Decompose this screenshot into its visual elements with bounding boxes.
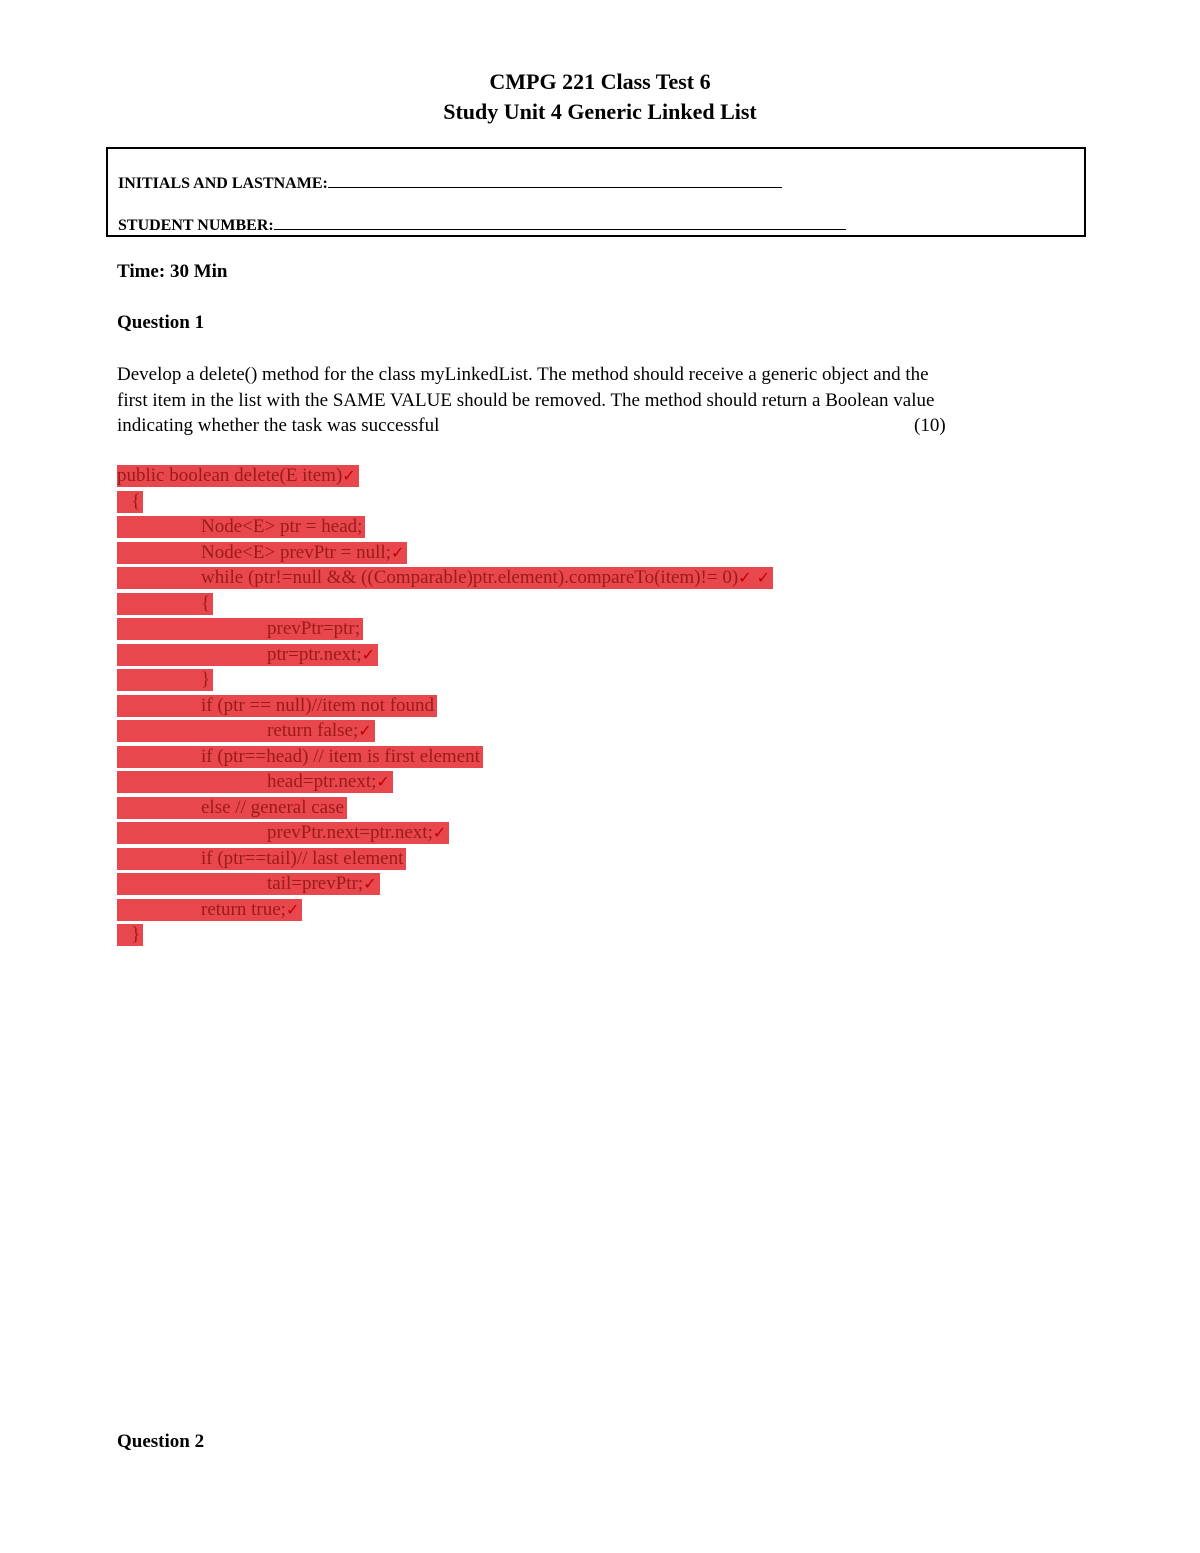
code-line <box>117 566 773 592</box>
highlighted-code <box>117 593 213 615</box>
code-text: prevPtr.next=ptr.next; <box>267 822 433 843</box>
name-label: INITIALS AND LASTNAME: <box>118 175 328 192</box>
highlighted-code <box>117 720 375 742</box>
highlighted-code <box>117 465 359 487</box>
code-line <box>117 847 773 873</box>
highlighted-code <box>117 567 773 589</box>
check-mark-icon: ✓ <box>376 772 390 791</box>
highlighted-code <box>117 618 363 640</box>
code-text: { <box>201 592 211 614</box>
code-line <box>117 923 773 949</box>
highlighted-code <box>117 695 437 717</box>
code-line <box>117 541 773 567</box>
highlighted-code <box>117 516 365 538</box>
check-mark-icon: ✓ <box>342 466 356 485</box>
highlighted-code <box>117 873 380 895</box>
question-1-line: Develop a delete() method for the class myLinkedList. The method should receive a generic object and the <box>117 364 929 385</box>
check-mark-icon: ✓ <box>358 721 372 740</box>
check-mark-icon: ✓ <box>285 899 300 919</box>
time-limit: Time: 30 Min <box>117 261 228 282</box>
code-line <box>117 745 773 771</box>
code-line <box>117 796 773 822</box>
answer-code-block <box>117 464 773 949</box>
check-mark-icon: ✓ <box>363 874 377 893</box>
code-line <box>117 770 773 796</box>
check-mark-icon: ✓ <box>361 644 376 664</box>
code-line <box>117 515 773 541</box>
code-text: } <box>117 924 141 945</box>
code-text: Node<E> ptr = head; <box>201 516 363 537</box>
code-text: { <box>117 490 141 512</box>
code-text: if (ptr == null)//item not found <box>201 694 435 716</box>
test-subtitle: Study Unit 4 Generic Linked List <box>443 99 757 124</box>
code-text: ptr=ptr.next; <box>267 643 362 665</box>
highlighted-code <box>117 746 483 768</box>
code-text: } <box>201 669 211 690</box>
highlighted-code <box>117 669 213 691</box>
code-text: return false; <box>267 720 359 741</box>
code-text: tail=prevPtr; <box>267 873 364 894</box>
check-mark-icon: ✓ <box>432 823 447 842</box>
question-1-heading: Question 1 <box>117 312 205 333</box>
highlighted-code <box>117 491 143 513</box>
code-text: if (ptr==head) // item is first element <box>201 745 480 767</box>
code-line <box>117 490 773 516</box>
code-text: head=ptr.next; <box>267 771 377 792</box>
highlighted-code <box>117 644 378 666</box>
student-number-field[interactable] <box>274 215 846 230</box>
question-2-heading: Question 2 <box>117 1431 205 1452</box>
code-text: Node<E> prevPtr = null; <box>201 541 391 563</box>
highlighted-code <box>117 542 407 564</box>
student-number-label: STUDENT NUMBER: <box>118 217 274 234</box>
code-line <box>117 821 773 847</box>
code-text: else // general case <box>201 796 344 818</box>
name-line <box>118 173 782 194</box>
highlighted-code <box>117 899 302 921</box>
code-line <box>117 898 773 924</box>
highlighted-code <box>117 797 347 819</box>
highlighted-code <box>117 822 449 844</box>
question-1-line: first item in the list with the SAME VALUE should be removed. The method should return a Boolean value <box>117 389 935 411</box>
code-line <box>117 668 773 694</box>
code-text: if (ptr==tail)// last element <box>201 847 404 869</box>
code-text: public boolean delete(E item) <box>117 465 343 486</box>
code-line <box>117 643 773 669</box>
code-line <box>117 694 773 720</box>
highlighted-code <box>117 848 406 870</box>
code-line <box>117 464 773 490</box>
highlighted-code <box>117 924 143 946</box>
code-line <box>117 872 773 898</box>
check-mark-icon: ✓ <box>390 542 405 562</box>
name-field[interactable] <box>328 173 782 188</box>
question-1-line: indicating whether the task was successful <box>117 415 440 436</box>
student-info-box <box>106 147 1086 237</box>
code-text: prevPtr=ptr; <box>267 618 361 639</box>
student-number-line <box>118 215 846 236</box>
code-text: while (ptr!=null && ((Comparable)ptr.element).compareTo(item)!= 0) <box>201 567 739 588</box>
code-line <box>117 617 773 643</box>
code-text: return true; <box>201 898 286 920</box>
highlighted-code <box>117 771 393 793</box>
test-title: CMPG 221 Class Test 6 <box>489 69 711 94</box>
code-line <box>117 719 773 745</box>
check-mark-icon: ✓ ✓ <box>738 568 771 587</box>
code-line <box>117 592 773 618</box>
question-1-marks: (10) <box>914 415 946 436</box>
